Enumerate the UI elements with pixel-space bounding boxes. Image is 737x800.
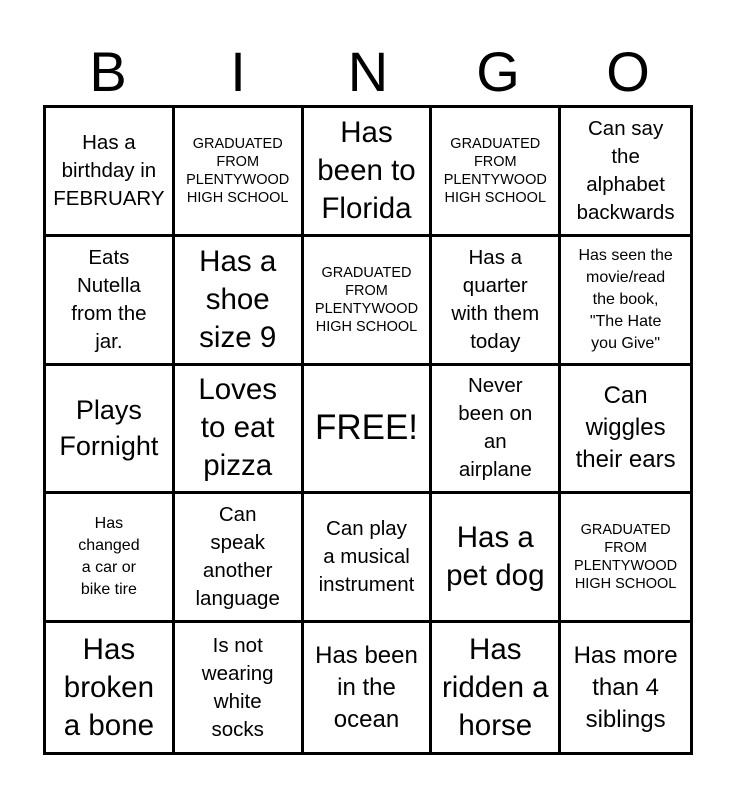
bingo-cell[interactable]	[561, 494, 690, 623]
bingo-cell[interactable]	[561, 623, 690, 752]
cell-text: Has been to Florida	[317, 115, 416, 225]
cell-text: Plays Fornight	[59, 395, 159, 462]
bingo-cell[interactable]	[304, 237, 433, 366]
cell-text: GRADUATED FROM PLENTYWOOD HIGH SCHOOL	[443, 135, 547, 206]
bingo-cell[interactable]	[304, 366, 433, 495]
bingo-cell[interactable]	[432, 623, 561, 752]
bingo-cell[interactable]	[561, 237, 690, 366]
cell-text: Has a pet dog	[446, 521, 545, 593]
cell-text: Has seen the movie/read the book, "The Hate you Give"	[578, 246, 673, 352]
cell-text: GRADUATED FROM PLENTYWOOD HIGH SCHOOL	[186, 135, 290, 206]
cell-text: Has ridden a horse	[441, 632, 549, 742]
bingo-cell[interactable]	[432, 237, 561, 366]
bingo-cell[interactable]	[561, 108, 690, 237]
cell-text: Can speak another language	[195, 503, 280, 611]
bingo-cell[interactable]	[432, 366, 561, 495]
cell-text: GRADUATED FROM PLENTYWOOD HIGH SCHOOL	[574, 522, 678, 593]
bingo-cell[interactable]	[175, 623, 304, 752]
bingo-cell[interactable]	[304, 494, 433, 623]
header-letter-n: N	[347, 40, 389, 103]
header-letter-i: I	[230, 40, 246, 103]
bingo-cell[interactable]	[46, 108, 175, 237]
header-letter-b: B	[89, 40, 127, 103]
bingo-cell[interactable]	[304, 623, 433, 752]
cell-text: GRADUATED FROM PLENTYWOOD HIGH SCHOOL	[314, 264, 419, 335]
bingo-cell[interactable]	[46, 366, 175, 495]
cell-text: Can wiggles their ears	[575, 382, 676, 474]
free-space: FREE!	[314, 408, 419, 448]
cell-text: Eats Nutella from the jar.	[71, 245, 147, 353]
bingo-cell[interactable]	[46, 494, 175, 623]
cell-text: Has a quarter with them today	[451, 245, 540, 353]
bingo-cell[interactable]	[175, 237, 304, 366]
bingo-cell[interactable]	[175, 108, 304, 237]
bingo-cell[interactable]	[175, 366, 304, 495]
cell-text: Has changed a car or bike tire	[78, 515, 140, 599]
bingo-cell[interactable]	[304, 108, 433, 237]
bingo-cell[interactable]	[46, 237, 175, 366]
cell-text: Has been in the ocean	[315, 641, 418, 733]
cell-text: Has broken a bone	[63, 632, 155, 742]
bingo-cell[interactable]	[432, 494, 561, 623]
cell-text: Has a shoe size 9	[199, 244, 277, 354]
bingo-cell[interactable]	[175, 494, 304, 623]
bingo-board	[43, 105, 693, 755]
bingo-cell[interactable]	[432, 108, 561, 237]
header-letter-g: G	[476, 40, 520, 103]
cell-text: Loves to eat pizza	[198, 373, 278, 483]
bingo-cell[interactable]	[561, 366, 690, 495]
cell-text: Is not wearing white socks	[201, 633, 274, 741]
cell-text: Can play a musical instrument	[318, 517, 415, 597]
cell-text: Has a birthday in FEBRUARY	[53, 130, 165, 210]
cell-text: Has more than 4 siblings	[573, 641, 678, 733]
header-letter-o: O	[606, 40, 650, 103]
cell-text: Can say the alphabet backwards	[576, 116, 675, 224]
bingo-header	[43, 40, 693, 104]
cell-text: Never been on an airplane	[458, 374, 533, 482]
bingo-cell[interactable]	[46, 623, 175, 752]
